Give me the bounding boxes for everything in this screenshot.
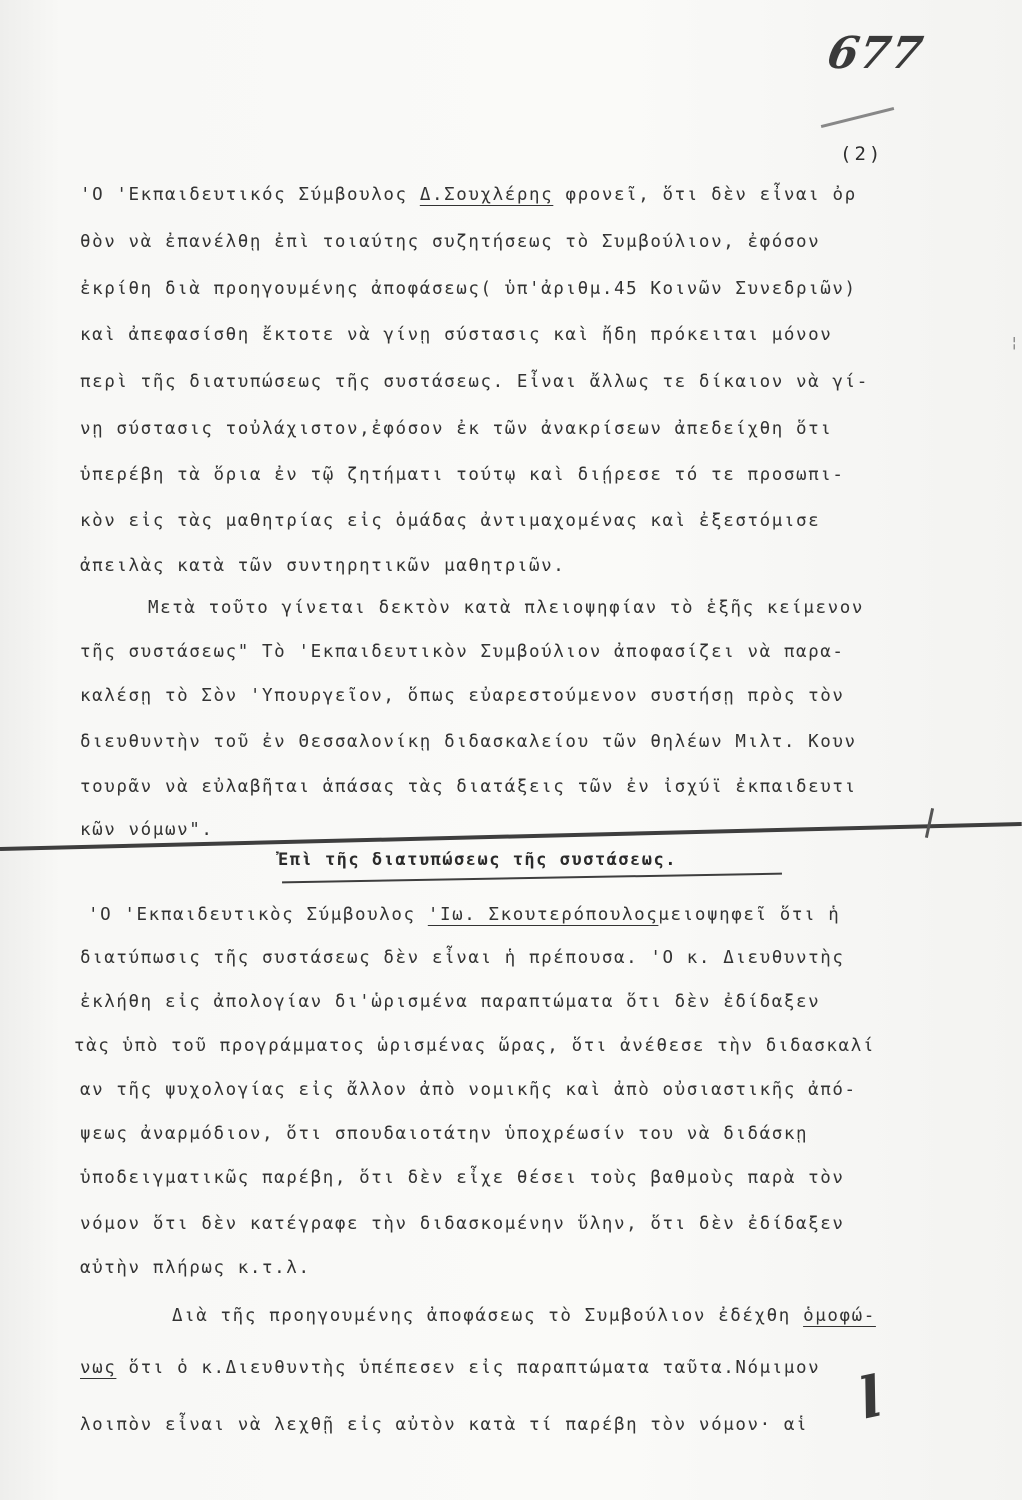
handwritten-folio-number: 677 — [823, 28, 928, 79]
text-segment: ὑπερέβη τὰ ὅρια ἐν τῷ ζητήματι τούτῳ καὶ διῄρεσε τό τε προσωπι- — [80, 465, 845, 485]
text-line — [80, 732, 857, 752]
text-line — [80, 372, 869, 392]
margin-mark: ¦ — [1010, 335, 1019, 351]
underlined-text: 'Ιω. Σκουτερόπουλος — [427, 905, 659, 925]
underlined-text: ὁμοφώ- — [803, 1306, 876, 1326]
text-line — [88, 905, 840, 925]
text-line — [80, 1258, 311, 1278]
text-line — [80, 325, 832, 345]
text-segment: τουρᾶν νὰ εὐλαβῆται ἁπάσας τὰς διατάξεις τῶν ἐν ἰσχύϊ ἐκπαιδευτι — [80, 777, 857, 797]
text-line — [80, 992, 820, 1012]
text-segment: ἐκρίθη διὰ προηγουμένης ἀποφάσεως( ὑπ'ἀριθμ.45 Κοινῶν Συνεδριῶν) — [80, 279, 857, 299]
text-segment: τὰς ὑπὸ τοῦ προγράμματος ὡρισμένας ὥρας, ὅτι ἀνέθεσε τὴν διδασκαλί — [74, 1036, 875, 1056]
text-segment: ὅτι ὁ κ.Διευθυντὴς ὑπέπεσεν εἰς παραπτώματα ταῦτα.Νόμιμον — [116, 1358, 821, 1378]
text-line — [80, 1358, 820, 1378]
text-segment: τῆς συστάσεως" Τὸ 'Εκπαιδευτικὸν Συμβούλιον ἀποφασίζει νὰ παρα- — [80, 642, 845, 662]
text-segment: ἀπειλὰς κατὰ τῶν συντηρητικῶν μαθητριῶν. — [80, 556, 566, 576]
text-line — [80, 1415, 808, 1435]
text-segment: θὸν νὰ ἐπανέλθῃ ἐπὶ τοιαύτης συζητήσεως τὸ Συμβούλιον, ἐφόσον — [80, 232, 821, 252]
text-segment: φρονεῖ, ὅτι δὲν εἶναι ὀρ — [553, 185, 857, 205]
text-segment: νόμον ὅτι δὲν κατέγραφε τὴν διδασκομένην ὕλην, ὅτι δὲν ἐδίδαξεν — [80, 1214, 845, 1234]
text-line — [80, 279, 857, 299]
section-heading: Ἐπὶ τῆς διατυπώσεως τῆς συστάσεως. — [278, 850, 677, 870]
text-segment: διευθυντὴν τοῦ ἐν Θεσσαλονίκῃ διδασκαλείου τῶν θηλέων Μιλτ. Κουν — [80, 732, 857, 752]
text-line — [80, 1124, 808, 1144]
text-segment: κὸν εἰς τὰς μαθητρίας εἰς ὁμάδας ἀντιμαχομένας καὶ ἐξεστόμισε — [80, 511, 821, 531]
pen-cross-mark — [925, 808, 934, 838]
text-line — [80, 948, 845, 968]
text-line — [80, 232, 820, 252]
text-line — [80, 1214, 845, 1234]
text-line — [80, 1168, 845, 1188]
text-line — [172, 1306, 876, 1326]
heading-underline — [282, 873, 782, 884]
text-line — [80, 185, 857, 205]
text-segment: 'Ο 'Εκπαιδευτικὸς Σύμβουλος — [88, 905, 428, 925]
underlined-text: Δ.Σουχλέρης — [419, 185, 554, 205]
text-segment: καλέσῃ τὸ Σὸν 'Υπουργεῖον, ὅπως εὐαρεστούμενον συστήσῃ πρὸς τὸν — [80, 686, 845, 706]
text-segment: διατύπωσις τῆς συστάσεως δὲν εἶναι ἡ πρέπουσα. 'Ο κ. Διευθυντὴς — [80, 948, 845, 968]
text-segment: Διὰ τῆς προηγουμένης ἀποφάσεως τὸ Συμβούλιον ἐδέχθη — [172, 1306, 804, 1326]
text-segment: νῃ σύστασις τοὐλάχιστον,ἐφόσον ἐκ τῶν ἀνακρίσεων ἀπεδείχθη ὅτι — [80, 419, 833, 439]
text-line — [80, 1080, 857, 1100]
underlined-text: νως — [80, 1358, 117, 1378]
handwritten-signature: l — [853, 1363, 888, 1433]
text-line — [80, 642, 845, 662]
text-segment: 'Ο 'Εκπαιδευτικός Σύμβουλος — [80, 185, 420, 205]
text-line — [80, 511, 820, 531]
text-line — [74, 1036, 875, 1056]
text-line — [80, 465, 845, 485]
text-segment: καὶ ἀπεφασίσθη ἔκτοτε νὰ γίνῃ σύστασις καὶ ἤδη πρόκειται μόνον — [80, 325, 833, 345]
text-line — [80, 777, 857, 797]
text-segment: ψεως ἀναρμόδιον, ὅτι σπουδαιοτάτην ὑποχρέωσίν του νὰ διδάσκῃ — [80, 1124, 809, 1144]
text-segment: αὐτὴν πλήρως κ.τ.λ. — [80, 1258, 311, 1278]
text-segment: ὑποδειγματικῶς παρέβη, ὅτι δὲν εἶχε θέσει τοὺς βαθμοὺς παρὰ τὸν — [80, 1168, 845, 1188]
page-number: (2) — [840, 143, 884, 165]
text-segment: περὶ τῆς διατυπώσεως τῆς συστάσεως. Εἶναι ἄλλως τε δίκαιον νὰ γί- — [80, 372, 869, 392]
text-line — [80, 820, 214, 840]
text-segment: λοιπὸν εἶναι νὰ λεχθῇ εἰς αὐτὸν κατὰ τί παρέβη τὸν νόμον· αἱ — [80, 1415, 809, 1435]
text-segment: μειοψηφεῖ ὅτι ἡ — [658, 905, 841, 925]
text-line — [80, 419, 832, 439]
text-segment: κῶν νόμων". — [80, 820, 214, 840]
pen-stroke — [821, 107, 894, 128]
text-line — [80, 556, 565, 576]
text-segment: Μετὰ τοῦτο γίνεται δεκτὸν κατὰ πλειοψηφίαν τὸ ἑξῆς κείμενον — [148, 598, 865, 618]
text-segment: ἐκλήθη εἰς ἀπολογίαν δι'ὡρισμένα παραπτώματα ὅτι δὲν ἐδίδαξεν — [80, 992, 821, 1012]
text-line — [80, 686, 845, 706]
text-segment: αν τῆς ψυχολογίας εἰς ἄλλον ἀπὸ νομικῆς καὶ ἀπὸ οὐσιαστικῆς ἀπό- — [80, 1080, 857, 1100]
text-line — [148, 598, 864, 618]
